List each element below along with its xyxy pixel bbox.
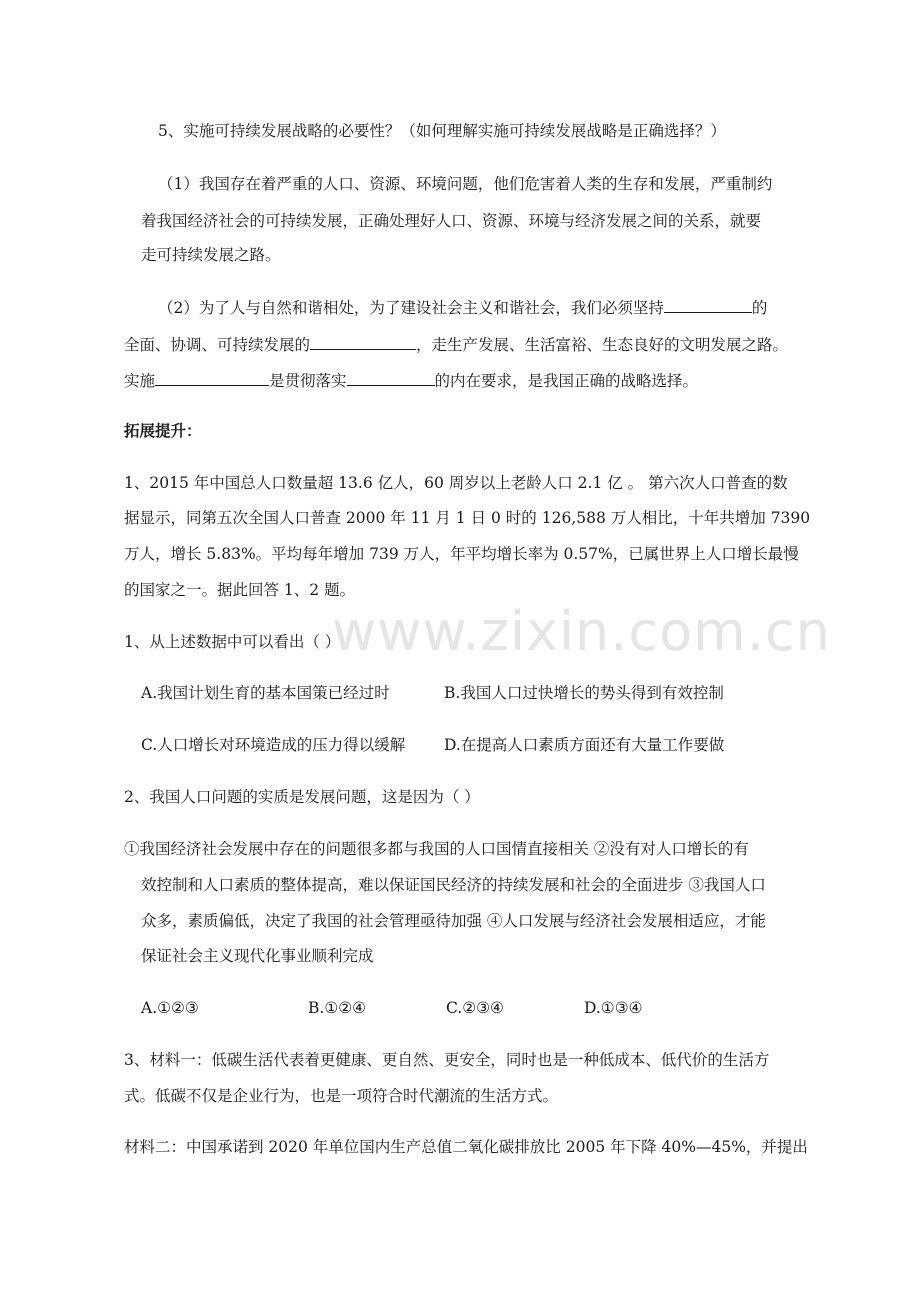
q2-option-a[interactable]: A.①②③ (141, 999, 199, 1017)
q1-option-c[interactable]: C.人口增长对环境造成的压力得以缓解 (141, 736, 406, 754)
q5-p1-line: 走可持续发展之路。 (141, 246, 281, 264)
q1-option-d[interactable]: D.在提高人口素质方面还有大量工作要做 (444, 736, 725, 754)
fill-blank[interactable] (347, 369, 435, 386)
fill-blank[interactable] (664, 296, 752, 313)
q3-material1-line: 式。低碳不仅是企业行为，也是一项符合时代潮流的生活方式。 (124, 1087, 559, 1105)
material1-line: 的国家之一。据此回答 1、2 题。 (124, 581, 356, 599)
q3-material1-line: 3、材料一：低碳生活代表着更健康、更自然、更安全，同时也是一种低成本、低代价的生活方 (124, 1051, 770, 1069)
q1-option-a[interactable]: A.我国计划生育的基本国策已经过时 (141, 684, 390, 702)
q2-option-b[interactable]: B.①②④ (308, 999, 367, 1017)
q5-p2-line2: 全面、协调、可持续发展的 ，走生产发展、生活富裕、生态良好的文明发展之路。 (124, 333, 788, 355)
q5-p2-line3: 实施 是贯彻落实 的内在要求，是我国正确的战略选择。 (124, 369, 698, 391)
q1-stem: 1、从上述数据中可以看出（ ） (124, 633, 341, 651)
material1-line: 1、2015 年中国总人口数量超 13.6 亿人，60 周岁以上老龄人口 2.1 亿 。 第六次人口普查的数 (124, 474, 788, 492)
material1-line: 万人，增长 5.83%。平均每年增加 739 万人，年平均增长率为 0.57%，已属世界上人口增长最慢 (124, 545, 799, 563)
section-title: 拓展提升： (124, 421, 202, 440)
q1-option-b[interactable]: B.我国人口过快增长的势头得到有效控制 (444, 684, 724, 702)
fill-blank[interactable] (310, 333, 416, 350)
q2-option-d[interactable]: D.①③④ (584, 999, 643, 1017)
q2-body-line: 众多，素质偏低，决定了我国的社会管理亟待加强 ④人口发展与经济社会发展相适应，才能 (141, 912, 766, 930)
q2-body-line: 效控制和人口素质的整体提高，难以保证国民经济的持续发展和社会的全面进步 ③我国人口 (141, 876, 766, 894)
watermark: www.zixin.com.cn (332, 600, 831, 663)
q5-p1-line: 着我国经济社会的可持续发展，正确处理好人口、资源、环境与经济发展之间的关系，就要 (141, 212, 762, 230)
q2-body-line: 保证社会主义现代化事业顺利完成 (141, 947, 374, 965)
material1-line: 据显示，同第五次全国人口普查 2000 年 11 月 1 日 0 时的 126,588 万人相比，十年共增加 7390 (124, 509, 811, 527)
q2-stem: 2、我国人口问题的实质是发展问题，这是因为（ ） (124, 788, 480, 806)
q5-p1-line: （1）我国存在着严重的人口、资源、环境问题，他们危害着人类的生存和发展，严重制约 (158, 175, 773, 193)
q5-p2-line1: （2）为了人与自然和谐相处，为了建设社会主义和谐社会，我们必须坚持 的 (158, 296, 767, 318)
q5-title: 5、实施可持续发展战略的必要性？（如何理解实施可持续发展战略是正确选择？） (158, 122, 726, 140)
q2-option-c[interactable]: C.②③④ (446, 999, 504, 1017)
fill-blank[interactable] (155, 369, 269, 386)
q2-body-line: ①我国经济社会发展中存在的问题很多都与我国的人口国情直接相关 ②没有对人口增长的有 (124, 840, 749, 858)
q3-material2-line: 材料二：中国承诺到 2020 年单位国内生产总值二氧化碳排放比 2005 年下降 40%—45%，并提出 (124, 1138, 808, 1156)
